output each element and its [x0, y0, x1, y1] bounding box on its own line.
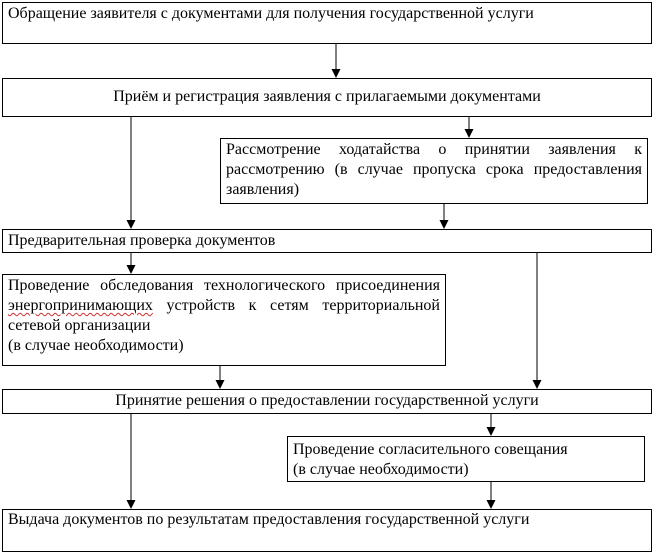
step-inspection-note: (в случае необходимости)	[8, 337, 184, 354]
step-inspection-box	[2, 274, 446, 366]
step-decision-text: Принятие решения о предоставлении государственной услуги	[115, 392, 539, 409]
step-registration-text: Приём и регистрация заявления с прилагаемыми документами	[113, 88, 541, 105]
step-issuance-box	[2, 509, 652, 552]
step-application-text: Обращение заявителя с документами для получения государственной услуги	[8, 5, 534, 22]
step-inspection-text-lead: Проведение обследования технологического присоединения	[8, 277, 440, 294]
spellcheck-flagged-word: энергопринимающих	[8, 297, 153, 314]
step-conciliation-text: Проведение согласительного совещания	[293, 441, 568, 458]
step-conciliation-box	[287, 436, 645, 482]
step-issuance-text: Выдача документов по результатам предоставления государственной услуги	[8, 511, 530, 528]
step-registration-box	[2, 78, 652, 117]
step-decision-box	[2, 389, 652, 414]
step-preliminary-check-text: Предварительная проверка документов	[8, 232, 276, 249]
step-petition-box	[220, 138, 648, 204]
step-conciliation-note: (в случае необходимости)	[293, 461, 469, 478]
step-preliminary-check-box	[2, 229, 652, 253]
step-petition-text: Рассмотрение ходатайства о принятии заявления к рассмотрению (в случае пропуска срока предоставления заявления)	[226, 141, 642, 198]
step-inspection-text-tail: устройств к сетям территориальной сетевой организации	[8, 297, 440, 334]
step-application-box	[2, 2, 652, 44]
